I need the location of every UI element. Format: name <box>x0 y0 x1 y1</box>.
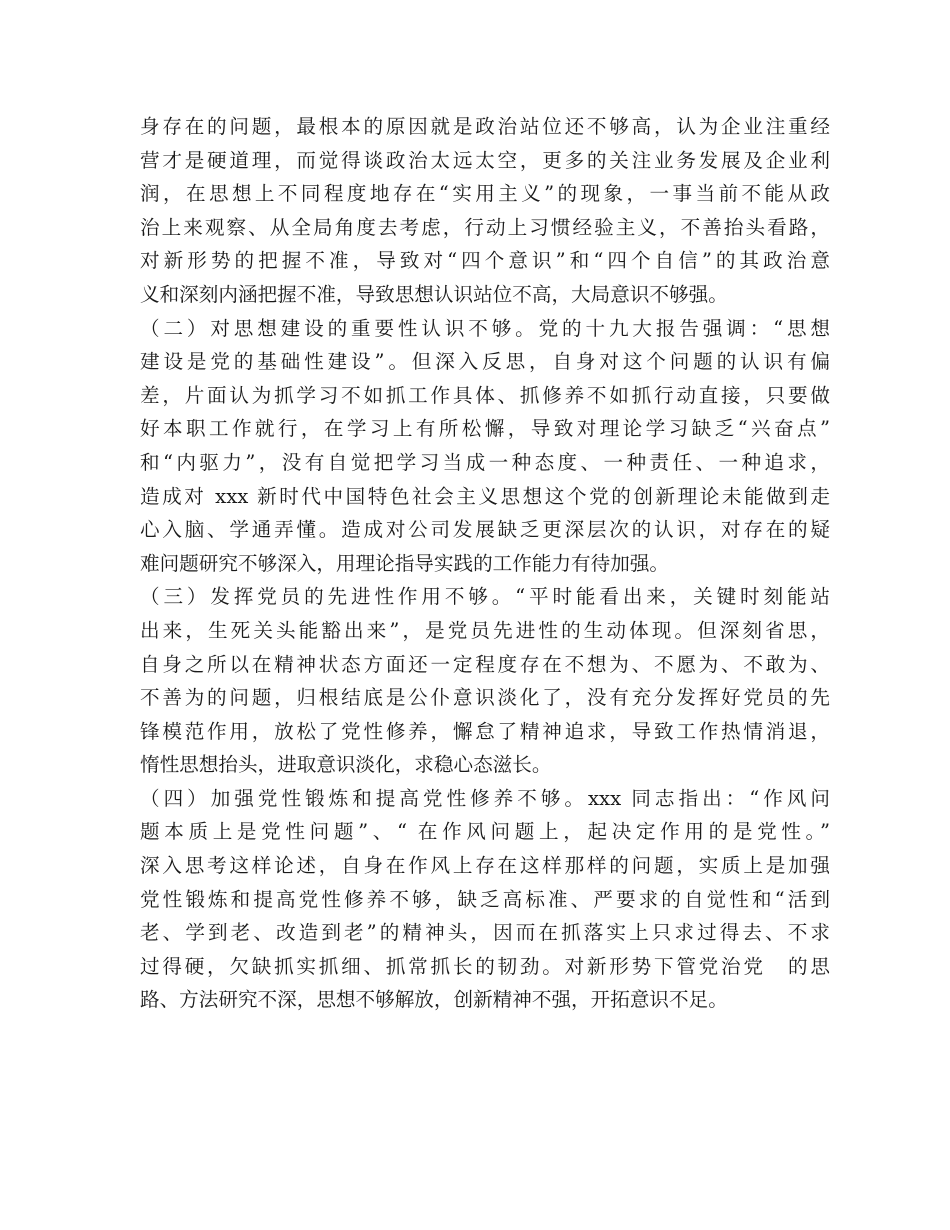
text-line: 营才是硬道理，而觉得谈政治太远太空，更多的关注业务发展及企业利 <box>140 148 830 172</box>
text-line: 出来，生死关头能豁出来”，是党员先进性的生动体现。但深刻省思， <box>140 618 830 642</box>
text-line: 好本职工作就行，在学习上有所松懈，导致对理论学习缺乏“兴奋点” <box>140 417 830 441</box>
text-line: 路、方法研究不深，思想不够解放，创新精神不强，开拓意识不足。 <box>140 988 728 1012</box>
text-line: 治上来观察、从全局角度去考虑，行动上习惯经验主义，不善抬头看路， <box>140 215 830 239</box>
text-line: 和“内驱力”，没有自觉把学习当成一种态度、一种责任、一种追求， <box>140 450 830 474</box>
text-line: 差，片面认为抓学习不如抓工作具体、抓修养不如抓行动直接，只要做 <box>140 383 830 407</box>
text-line: 不善为的问题，归根结底是公仆意识淡化了，没有充分发挥好党员的先 <box>140 686 830 710</box>
text-line: 题本质上是党性问题”、“ 在作风问题上，起决定作用的是党性。” <box>140 820 830 844</box>
text-line: 深入思考这样论述，自身在作风上存在这样那样的问题，实质上是加强 <box>140 854 830 878</box>
text-line: 惰性思想抬头，进取意识淡化，求稳心态滋长。 <box>140 753 552 777</box>
text-line: 老、学到老、改造到老”的精神头，因而在抓落实上只求过得去、不求 <box>140 921 830 945</box>
text-line: 过得硬，欠缺抓实抓细、抓常抓长的韧劲。对新形势下管党治党 的思 <box>140 954 830 978</box>
text-line: 心入脑、学通弄懂。造成对公司发展缺乏更深层次的认识，对存在的疑 <box>140 518 830 542</box>
text-line: 义和深刻内涵把握不准，导致思想认识站位不高，大局意识不够强。 <box>140 282 728 306</box>
body-text <box>140 110 830 1017</box>
text-line: 润，在思想上不同程度地存在“实用主义”的现象，一事当前不能从政 <box>140 182 830 206</box>
text-line: 自身之所以在精神状态方面还一定程度存在不想为、不愿为、不敢为、 <box>140 652 830 676</box>
text-line: 身存在的问题，最根本的原因就是政治站位还不够高，认为企业注重经 <box>140 115 830 138</box>
text-line: 锋模范作用，放松了党性修养，懈怠了精神追求，导致工作热情消退， <box>140 719 830 743</box>
text-line: 对新形势的把握不准，导致对“四个意识”和“四个自信”的其政治意 <box>140 249 830 273</box>
text-line: 党性锻炼和提高党性修养不够，缺乏高标准、严要求的自觉性和“活到 <box>140 887 830 911</box>
text-line: 建设是党的基础性建设”。但深入反思，自身对这个问题的认识有偏 <box>140 350 830 374</box>
text-line: 造成对 xxx 新时代中国特色社会主义思想这个党的创新理论未能做到走 <box>140 484 830 508</box>
text-line: （二）对思想建设的重要性认识不够。党的十九大报告强调：“思想 <box>140 316 830 340</box>
text-line: （三）发挥党员的先进性作用不够。“平时能看出来，关键时刻能站 <box>140 585 830 609</box>
text-line: （四）加强党性锻炼和提高党性修养不够。xxx 同志指出：“作风问 <box>140 786 830 810</box>
text-line: 难问题研究不够深入，用理论指导实践的工作能力有待加强。 <box>140 551 670 575</box>
